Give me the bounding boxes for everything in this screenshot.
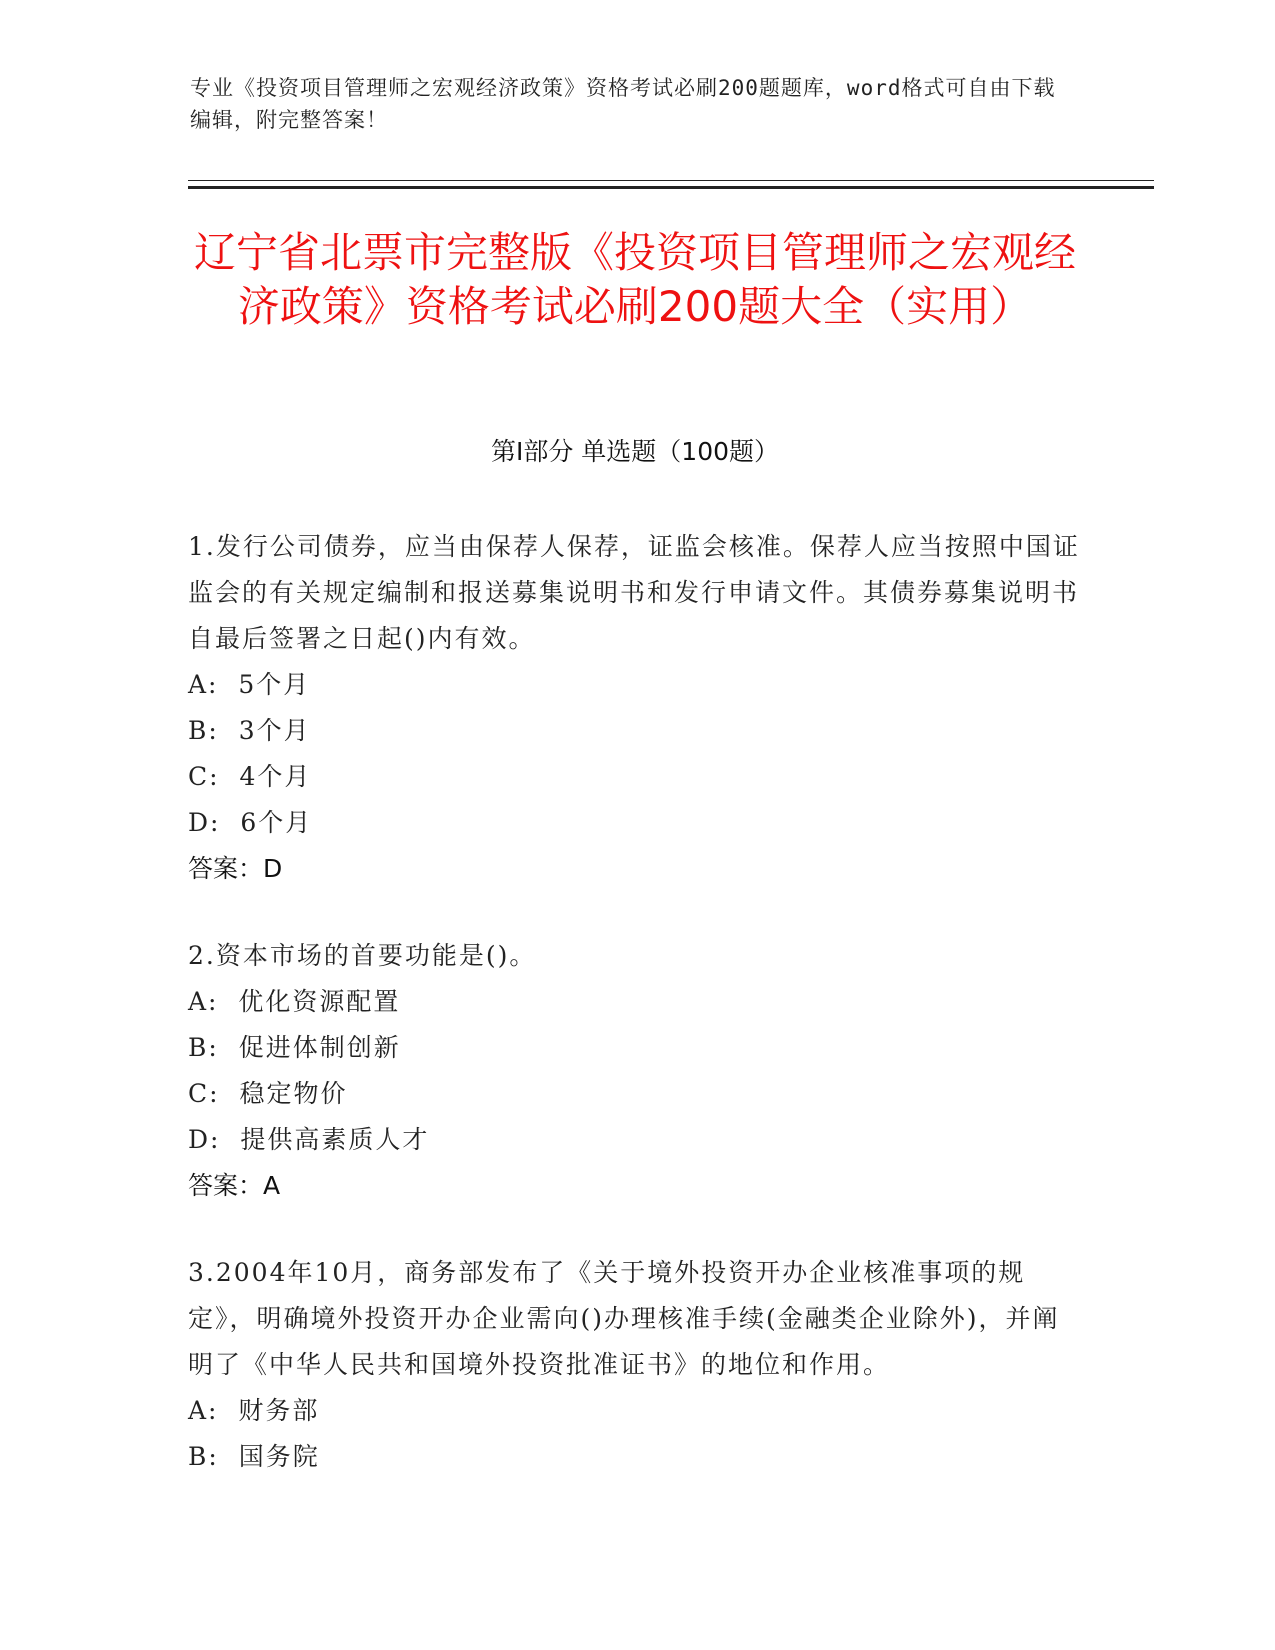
option-c: C: 4个月	[188, 762, 312, 791]
question-stem: 1.发行公司债券，应当由保荐人保荐，证监会核准。保荐人应当按照中国证监会的有关规定编制和报送募集说明书和发行申请文件。其债券募集说明书自最后签署之日起()内有效。	[188, 532, 1080, 653]
answer-line: 答案：D	[188, 854, 283, 883]
option-d: D: 提供高素质人才	[188, 1125, 430, 1154]
section-title: 第I部分 单选题（100题）	[490, 437, 780, 466]
header-divider-thick	[188, 186, 1154, 189]
question-stem: 2.资本市场的首要功能是()。	[188, 941, 537, 970]
option-b: B: 促进体制创新	[188, 1033, 401, 1062]
option-d: D: 6个月	[188, 808, 313, 837]
option-c: C: 稳定物价	[188, 1079, 348, 1108]
option-a: A: 优化资源配置	[188, 987, 401, 1016]
question-3	[188, 1250, 1083, 1480]
question-stem: 3.2004年10月，商务部发布了《关于境外投资开办企业核准事项的规定》，明确境外投资开办企业需向()办理核准手续(金融类企业除外)，并阐明了《中华人民共和国境外投资批准证书》的地位和作用。	[188, 1258, 1060, 1379]
header-note: 专业《投资项目管理师之宏观经济政策》资格考试必刷200题题库，word格式可自由下载编辑，附完整答案！	[190, 76, 1056, 132]
option-b: B: 国务院	[188, 1442, 320, 1471]
document-title: 辽宁省北票市完整版《投资项目管理师之宏观经济政策》资格考试必刷200题大全（实用）	[193, 228, 1076, 331]
answer-line: 答案：A	[188, 1171, 281, 1200]
question-1	[188, 524, 1083, 892]
option-a: A: 5个月	[188, 670, 311, 699]
question-list	[188, 524, 1083, 1521]
option-b: B: 3个月	[188, 716, 311, 745]
question-2	[188, 933, 1083, 1209]
option-a: A: 财务部	[188, 1396, 320, 1425]
header-divider-thin	[188, 180, 1154, 181]
